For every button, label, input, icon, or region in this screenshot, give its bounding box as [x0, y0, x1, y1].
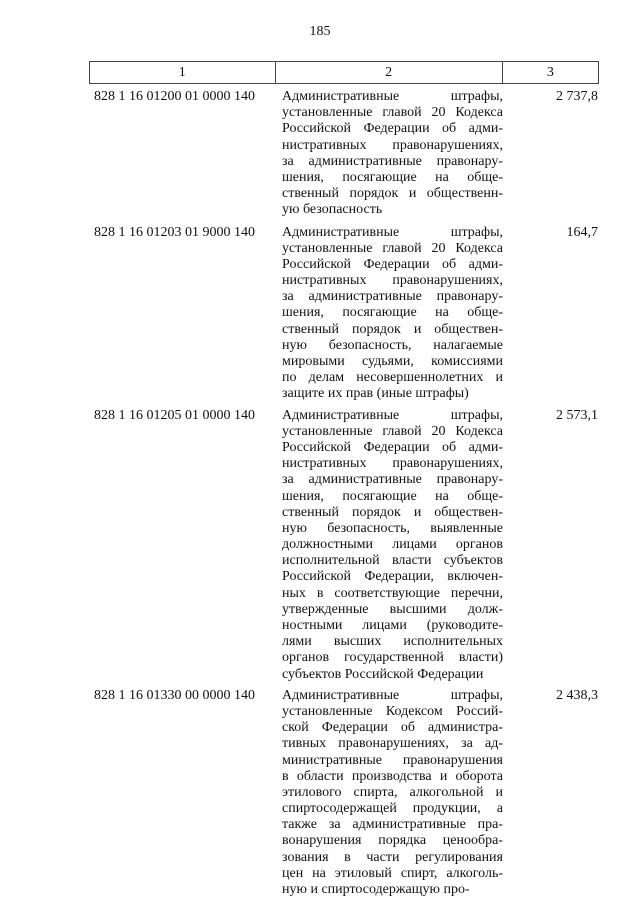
description-line: министративные правонарушения — [282, 752, 503, 768]
description-line: защите их прав (иные штрафы) — [282, 386, 469, 402]
row-amount: 2 573,1 — [556, 407, 598, 423]
description-line: вонарушения порядка ценообра- — [282, 833, 503, 849]
description-line: нистративных правонарушениях, — [282, 137, 503, 153]
table-header — [89, 61, 599, 84]
description-line: ных в соответствующие перечни, — [282, 585, 503, 601]
description-line: этилового спирта, алкогольной и — [282, 784, 503, 800]
row-code: 828 1 16 01330 00 0000 140 — [94, 687, 255, 703]
description-line: тивных правонарушениях, за ад- — [282, 736, 503, 752]
table-row — [0, 225, 640, 403]
description-line: Административные штрафы, — [282, 224, 503, 240]
description-line: за административные правонару- — [282, 289, 503, 305]
description-line: органов государственной власти) — [282, 650, 503, 666]
description-line: установленные главой 20 Кодекса — [282, 105, 503, 121]
column-header-3: 3 — [502, 62, 598, 84]
row-code: 828 1 16 01205 01 0000 140 — [94, 407, 255, 423]
page-number: 185 — [309, 24, 331, 39]
description-line: Административные штрафы, — [282, 407, 503, 423]
description-line: ую безопасность — [282, 202, 383, 218]
description-line: также за административные пра- — [282, 817, 503, 833]
description-line: в области производства и оборота — [282, 768, 503, 784]
description-line: цен на этиловый спирт, алкоголь- — [282, 865, 503, 881]
table-row — [0, 688, 640, 898]
description-line: нистративных правонарушениях, — [282, 273, 503, 289]
description-line: должностными лицами органов — [282, 537, 503, 553]
column-header-1: 1 — [90, 62, 276, 84]
description-line: Административные штрафы, — [282, 89, 503, 104]
description-line: ную безопасность, выявленные — [282, 520, 503, 536]
row-amount: 2 438,3 — [556, 687, 598, 703]
description-line: Российской Федерации об адми- — [282, 121, 503, 137]
row-code: 828 1 16 01200 01 0000 140 — [94, 89, 255, 104]
description-line: ностными лицами (руководите- — [282, 618, 503, 633]
row-description — [282, 89, 503, 219]
description-line: Административные штрафы, — [282, 687, 503, 703]
description-line: ную и спиртосодержащую про- — [282, 882, 470, 897]
description-line: спиртосодержащей продукции, а — [282, 801, 503, 817]
description-line: мировыми судьями, комиссиями — [282, 354, 503, 369]
row-description — [282, 408, 503, 683]
description-line: ственный порядок и общественн- — [282, 186, 503, 202]
description-line: установленные Кодексом Россий- — [282, 703, 503, 719]
row-description — [282, 688, 503, 898]
description-line: зования в части регулирования — [282, 849, 503, 865]
description-line: за административные правонару- — [282, 472, 503, 488]
description-line: установленные главой 20 Кодекса — [282, 240, 503, 256]
column-header-2: 2 — [275, 62, 502, 84]
description-line: шения, посягающие на обще- — [282, 488, 503, 504]
description-line: за административные правонару- — [282, 153, 503, 169]
description-line: ской Федерации об администра- — [282, 720, 503, 736]
description-line: ственный порядок и обществен- — [282, 504, 503, 520]
description-line: ственный порядок и обществен- — [282, 321, 503, 337]
description-line: шения, посягающие на обще- — [282, 305, 503, 321]
description-line: шения, посягающие на обще- — [282, 169, 503, 185]
description-line: Российской Федерации об адми- — [282, 439, 503, 455]
description-line: нистративных правонарушениях, — [282, 456, 503, 472]
row-code: 828 1 16 01203 01 9000 140 — [94, 224, 255, 240]
description-line: лями высших исполнительных — [282, 634, 503, 650]
row-amount: 2 737,8 — [556, 89, 598, 104]
description-line: по делам несовершеннолетних и — [282, 370, 503, 386]
row-description — [282, 225, 503, 403]
description-line: установленные главой 20 Кодекса — [282, 423, 503, 439]
table-row — [0, 89, 640, 219]
description-line: Российской Федерации об адми- — [282, 256, 503, 272]
description-line: исполнительной власти субъектов — [282, 553, 503, 569]
description-line: Российской Федерации, включен- — [282, 569, 503, 585]
description-line: субъектов Российской Федерации — [282, 666, 484, 682]
description-line: утвержденные высшими долж- — [282, 601, 503, 617]
table-row — [0, 408, 640, 683]
description-line: ную безопасность, налагаемые — [282, 337, 503, 353]
table-body — [0, 89, 640, 903]
row-amount: 164,7 — [566, 224, 598, 240]
